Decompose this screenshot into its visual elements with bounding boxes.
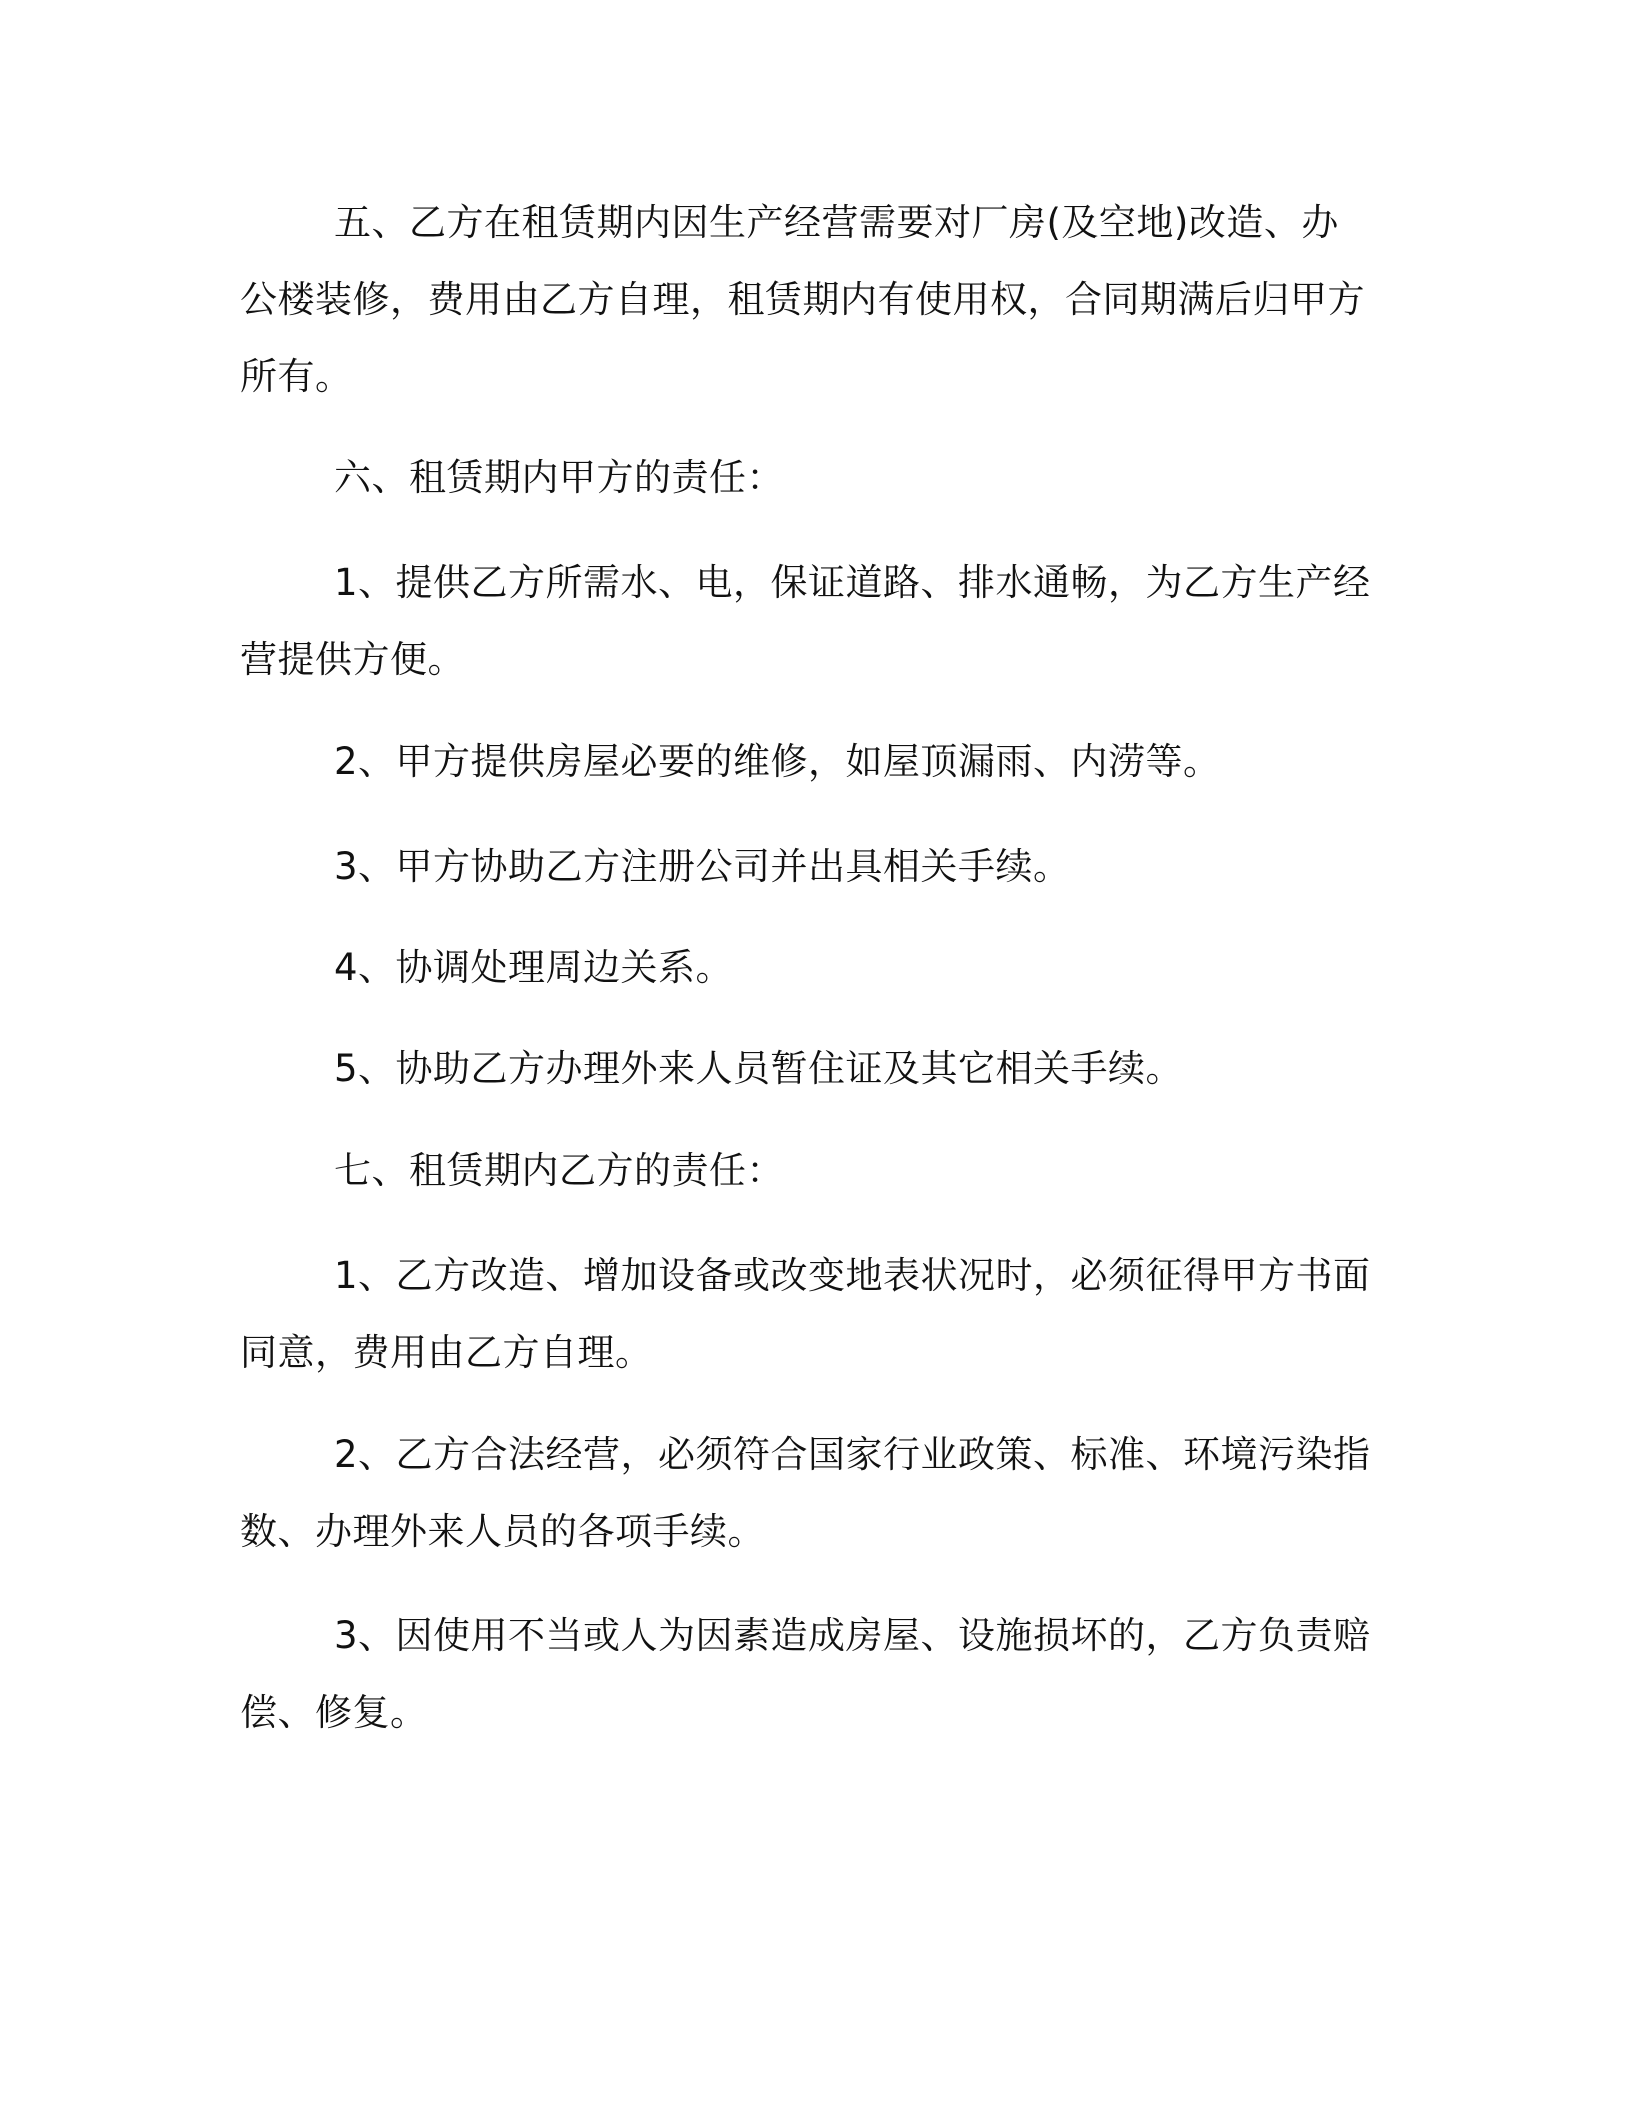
clause-7-heading: 七、租赁期内乙方的责任：	[334, 1149, 784, 1192]
clause-6-item-3: 3、甲方协助乙方注册公司并出具相关手续。	[334, 845, 1071, 888]
clause-6-item-1: 1、提供乙方所需水、电，保证道路、排水通畅，为乙方生产经营提供方便。	[240, 561, 1371, 681]
clause-5-paragraph: 五、乙方在租赁期内因生产经营需要对厂房(及空地)改造、办公楼装修，费用由乙方自理，租赁期内有使用权，合同期满后归甲方所有。	[240, 201, 1365, 398]
clause-6-item-4: 4、协调处理周边关系。	[334, 946, 734, 989]
clause-7-item-3: 3、因使用不当或人为因素造成房屋、设施损坏的，乙方负责赔偿、修复。	[240, 1614, 1371, 1734]
clause-6-heading: 六、租赁期内甲方的责任：	[334, 456, 784, 499]
clause-6-item-2: 2、甲方提供房屋必要的维修，如屋顶漏雨、内涝等。	[334, 740, 1221, 783]
clause-7-item-2: 2、乙方合法经营，必须符合国家行业政策、标准、环境污染指数、办理外来人员的各项手续。	[240, 1433, 1371, 1553]
clause-6-item-5: 5、协助乙方办理外来人员暂住证及其它相关手续。	[334, 1047, 1184, 1090]
clause-7-item-1: 1、乙方改造、增加设备或改变地表状况时，必须征得甲方书面同意，费用由乙方自理。	[240, 1254, 1371, 1374]
